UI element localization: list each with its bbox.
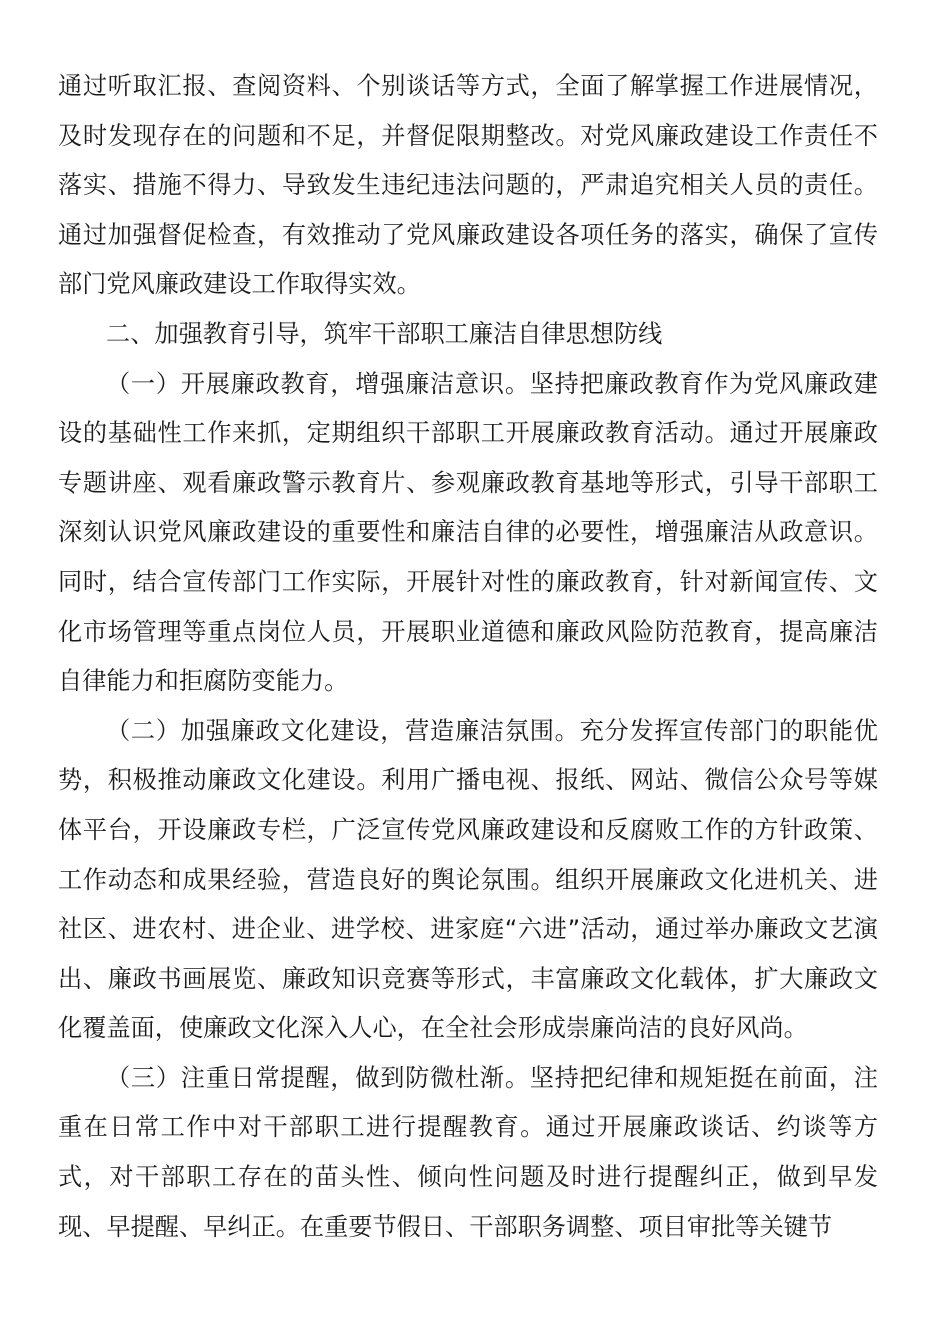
paragraph-item-2: （二）加强廉政文化建设，营造廉洁氛围。充分发挥宣传部门的职能优势，积极推动廉政文化建设。利用广播电视、报纸、网站、微信公众号等媒体平台，开设廉政专栏，广泛宣传党风廉政建设和反腐败工作的方针政策、工作动态和成果经验，营造良好的舆论氛围。组织开展廉政文化进机关、进社区、进农村、进企业、进学校、进家庭“六进”活动，通过举办廉政文艺演出、廉政书画展览、廉政知识竞赛等形式，丰富廉政文化载体，扩大廉政文化覆盖面，使廉政文化深入人心，在全社会形成崇廉尚洁的良好风尚。 [58,716,878,1043]
paragraph-item-1: （一）开展廉政教育，增强廉洁意识。坚持把廉政教育作为党风廉政建设的基础性工作来抓，定期组织干部职工开展廉政教育活动。通过开展廉政专题讲座、观看廉政警示教育片、参观廉政教育基地等形式，引导干部职工深刻认识党风廉政建设的重要性和廉洁自律的必要性，增强廉洁从政意识。同时，结合宣传部门工作实际，开展针对性的廉政教育，针对新闻宣传、文化市场管理等重点岗位人员，开展职业道德和廉政风险防范教育，提高廉洁自律能力和拒腐防变能力。 [58,369,878,696]
section-heading: 二、加强教育引导，筑牢干部职工廉洁自律思想防线 [106,319,663,348]
paragraph-continuation: 通过听取汇报、查阅资料、个别谈话等方式，全面了解掌握工作进展情况，及时发现存在的问题和不足，并督促限期整改。对党风廉政建设工作责任不落实、措施不得力、导致发生违纪违法问题的，严肃追究相关人员的责任。通过加强督促检查，有效推动了党风廉政建设各项任务的落实，确保了宣传部门党风廉政建设工作取得实效。 [58,72,878,299]
document-page [58,62,878,1252]
paragraph-item-3: （三）注重日常提醒，做到防微杜渐。坚持把纪律和规矩挺在前面，注重在日常工作中对干部职工进行提醒教育。通过开展廉政谈话、约谈等方式，对干部职工存在的苗头性、倾向性问题及时进行提醒纠正，做到早发现、早提醒、早纠正。在重要节假日、干部职务调整、项目审批等关键节 [58,1063,878,1241]
